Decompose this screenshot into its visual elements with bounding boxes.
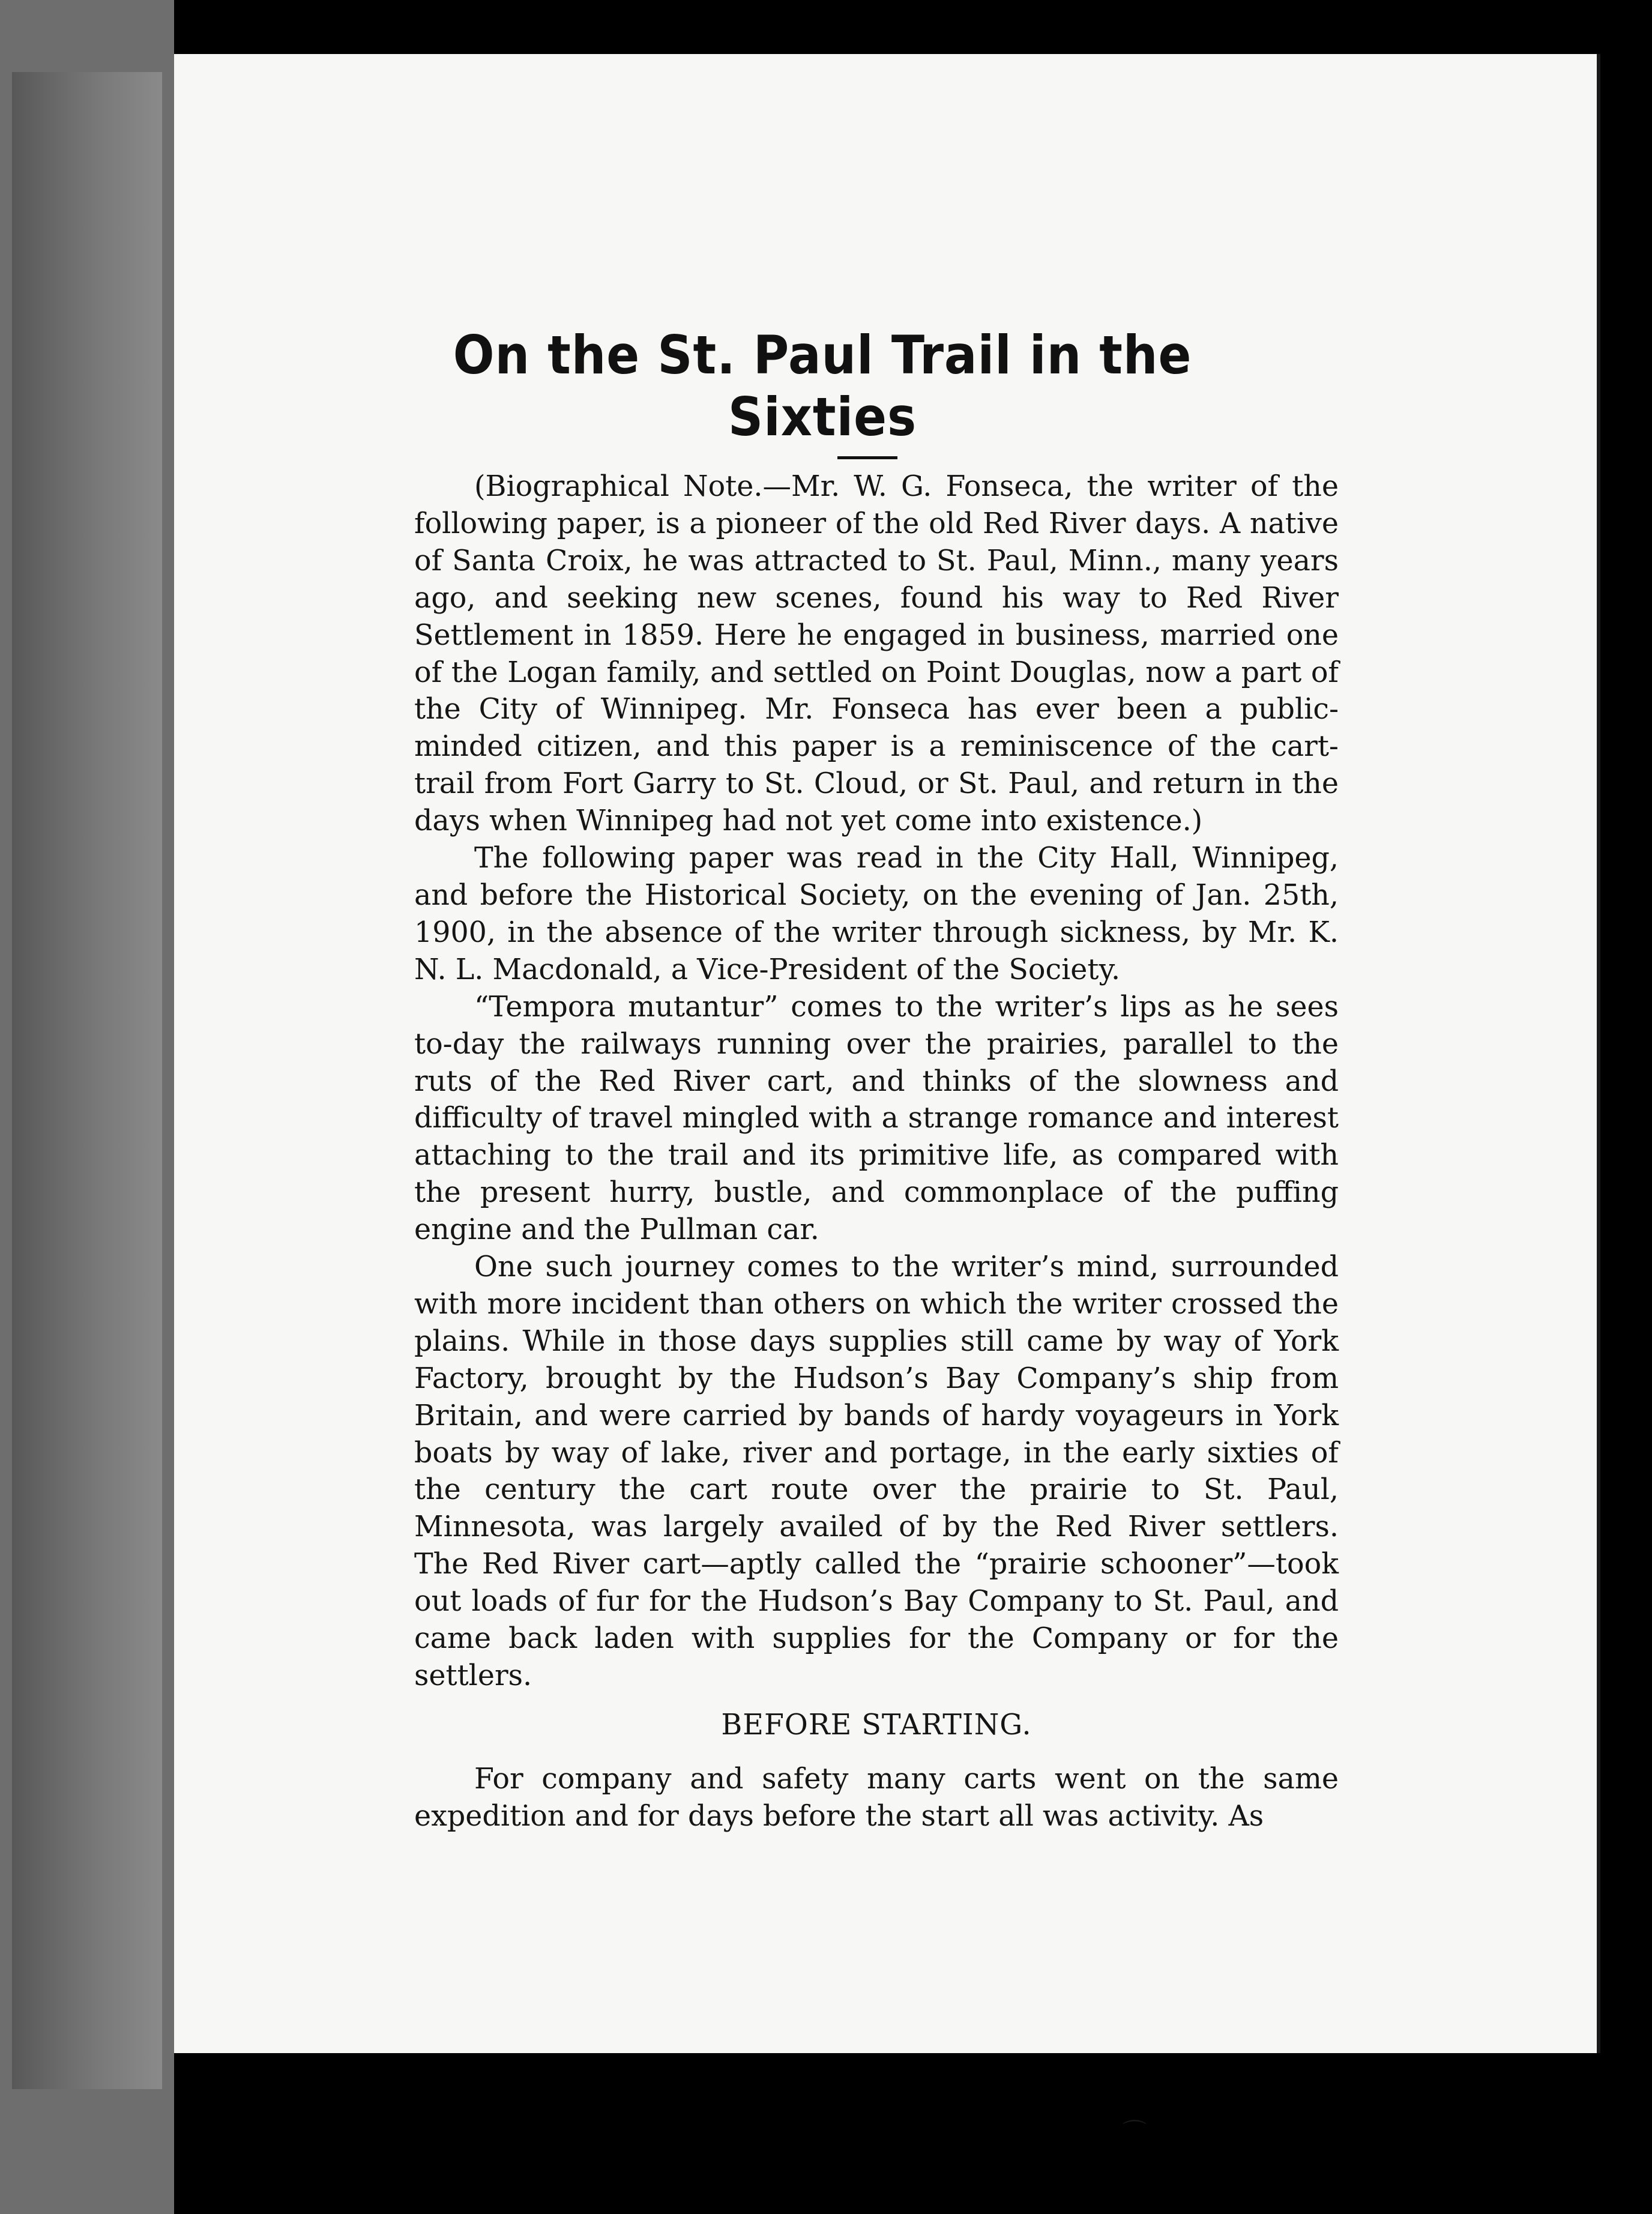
section-heading: BEFORE STARTING. [721, 1708, 1032, 1742]
spine-shadow [12, 72, 162, 2089]
article-body [414, 468, 1339, 1835]
paragraph-biographical-note: (Biographical Note.—Mr. W. G. Fonseca, the writer of the following paper, is a pioneer of the old Red River days. A native of Santa Croix, he was attracted to St. Paul, Minn., many years ago, and seeking new scenes, found his way to Red River Settlement in 1859. Here he engaged in business, married one of the Logan family, and settled on Point Douglas, now a part of the City of Winnipeg. Mr. Fonseca has ever been a public-minded citizen, and this paper is a reminiscence of the cart-trail from Fort Garry to St. Cloud, or St. Paul, and return in the days when Winnipeg had not yet come into existence.) [414, 470, 1339, 838]
book-spine-scan-edge [0, 0, 174, 2214]
paragraph-tempora-mutantur: “Tempora mutantur” comes to the writer’s lips as he sees to-day the railways running over the prairies, parallel to the ruts of the Red River cart, and thinks of the slowness and difficulty of travel mingled with a strange romance and interest attaching to the trail and its primitive life, as compared with the present hurry, bustle, and commonplace of the puffing engine and the Pullman car. [414, 990, 1339, 1247]
article-title: On the St. Paul Trail in the Sixties [453, 324, 1192, 448]
paragraph-before-starting: For company and safety many carts went on the same expedition and for days before the start all was activity. As [414, 1762, 1339, 1833]
title-rule-divider [837, 456, 897, 459]
ink-mark: ⌒ [1123, 2119, 1147, 2146]
paragraph-journey: One such journey comes to the writer’s mind, surrounded with more incident than others on which the writer crossed the plains. While in those days supplies still came by way of York Factory, brought by the Hudson’s Bay Company’s ship from Britain, and were carried by bands of hardy voyageurs in York boats by way of lake, river and portage, in the early sixties of the century the cart route over the prairie to St. Paul, Minnesota, was largely availed of by the Red River settlers. The Red River cart—aptly called the “prairie schooner”—took out loads of fur for the Hudson’s Bay Company to St. Paul, and came back laden with supplies for the Company or for the settlers. [414, 1250, 1339, 1692]
paragraph-reading-note: The following paper was read in the City Hall, Winnipeg, and before the Historical Society, on the evening of Jan. 25th, 1900, in the absence of the writer through sickness, by Mr. K. N. L. Macdonald, a Vice-President of the Society. [414, 842, 1339, 986]
